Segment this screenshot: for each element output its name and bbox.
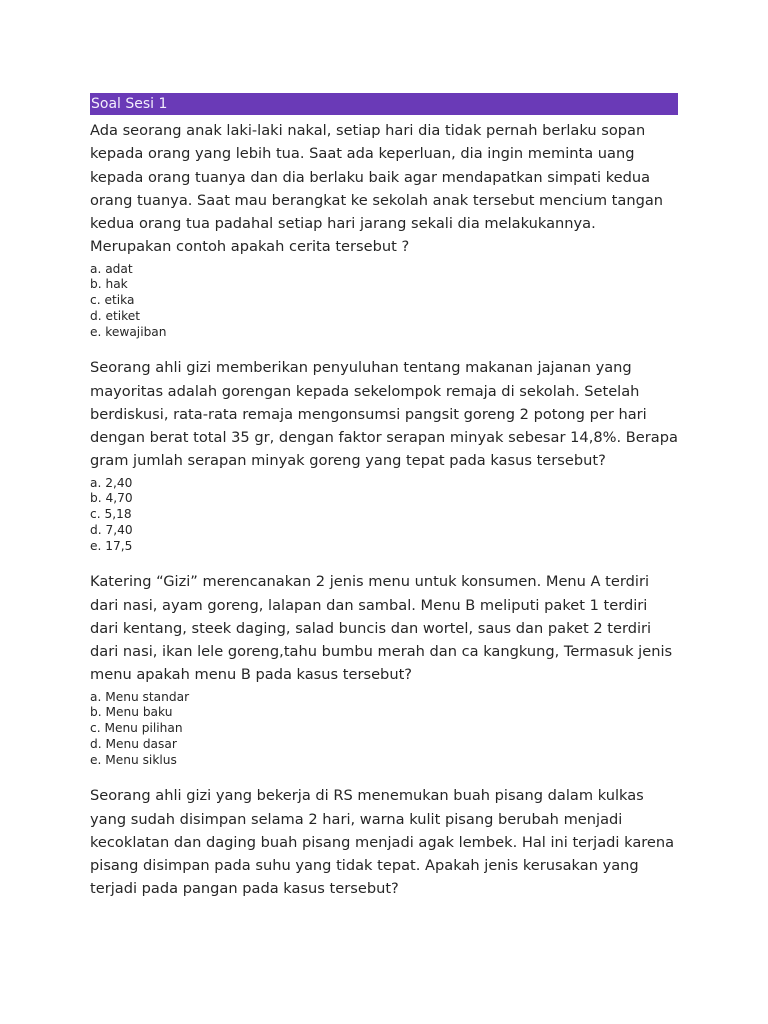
option-item: d. Menu dasar bbox=[90, 736, 177, 751]
option-item: b. Menu baku bbox=[90, 705, 173, 720]
option-item: e. 17,5 bbox=[90, 538, 133, 553]
option-item: c. 5,18 bbox=[90, 507, 132, 522]
option-item: a. adat bbox=[90, 261, 133, 276]
question-2-options bbox=[90, 476, 678, 555]
question-1-text: Ada seorang anak laki-laki nakal, setiap hari dia tidak pernah berlaku sopan kepada orang yang lebih tua. Saat ada keperluan, dia ingin meminta uang kepada orang tuanya dan dia berlaku baik agar mendapatkan simpati kedua orang tuanya. Saat mau berangkat ke sekolah anak tersebut mencium tangan kedua orang tua padahal setiap hari jarang sekali dia melakukannya. Merupakan contoh apakah cerita tersebut ? bbox=[90, 122, 664, 256]
option-item: c. Menu pilihan bbox=[90, 721, 183, 736]
option-item: b. hak bbox=[90, 277, 128, 292]
question-1-options bbox=[90, 262, 678, 341]
option-item: a. Menu standar bbox=[90, 689, 190, 704]
option-item: b. 4,70 bbox=[90, 491, 133, 506]
section-title: Soal Sesi 1 bbox=[90, 93, 678, 115]
option-item: d. 7,40 bbox=[90, 522, 133, 537]
option-item: e. kewajiban bbox=[90, 324, 167, 339]
question-3-text: Katering “Gizi” merencanakan 2 jenis menu untuk konsumen. Menu A terdiri dari nasi, ayam goreng, lalapan dan sambal. Menu B meliputi paket 1 terdiri dari kentang, steek daging, salad buncis dan wortel, saus dan paket 2 terdiri dari nasi, ikan lele goreng,tahu bumbu merah dan ca kangkung, Termasuk jenis menu apakah menu B pada kasus tersebut? bbox=[90, 573, 673, 684]
option-item: e. Menu siklus bbox=[90, 752, 177, 767]
question-2-text: Seorang ahli gizi memberikan penyuluhan tentang makanan jajanan yang mayoritas adalah gorengan kepada sekelompok remaja di sekolah. Setelah berdiskusi, rata-rata remaja mengonsumsi pangsit goreng 2 potong per hari dengan berat total 35 gr, dengan faktor serapan minyak sebesar 14,8%. Berapa gram jumlah serapan minyak goreng yang tepat pada kasus tersebut? bbox=[90, 359, 678, 470]
document-content bbox=[90, 93, 678, 904]
question-3-options bbox=[90, 690, 678, 769]
question-4-text: Seorang ahli gizi yang bekerja di RS menemukan buah pisang dalam kulkas yang sudah disimpan selama 2 hari, warna kulit pisang berubah menjadi kecoklatan dan daging buah pisang menjadi agak lembek. Hal ini terjadi karena pisang disimpan pada suhu yang tidak tepat. Apakah jenis kerusakan yang terjadi pada pangan pada kasus tersebut? bbox=[90, 787, 675, 898]
option-item: d. etiket bbox=[90, 308, 141, 323]
option-item: c. etika bbox=[90, 293, 135, 308]
option-item: a. 2,40 bbox=[90, 475, 133, 490]
